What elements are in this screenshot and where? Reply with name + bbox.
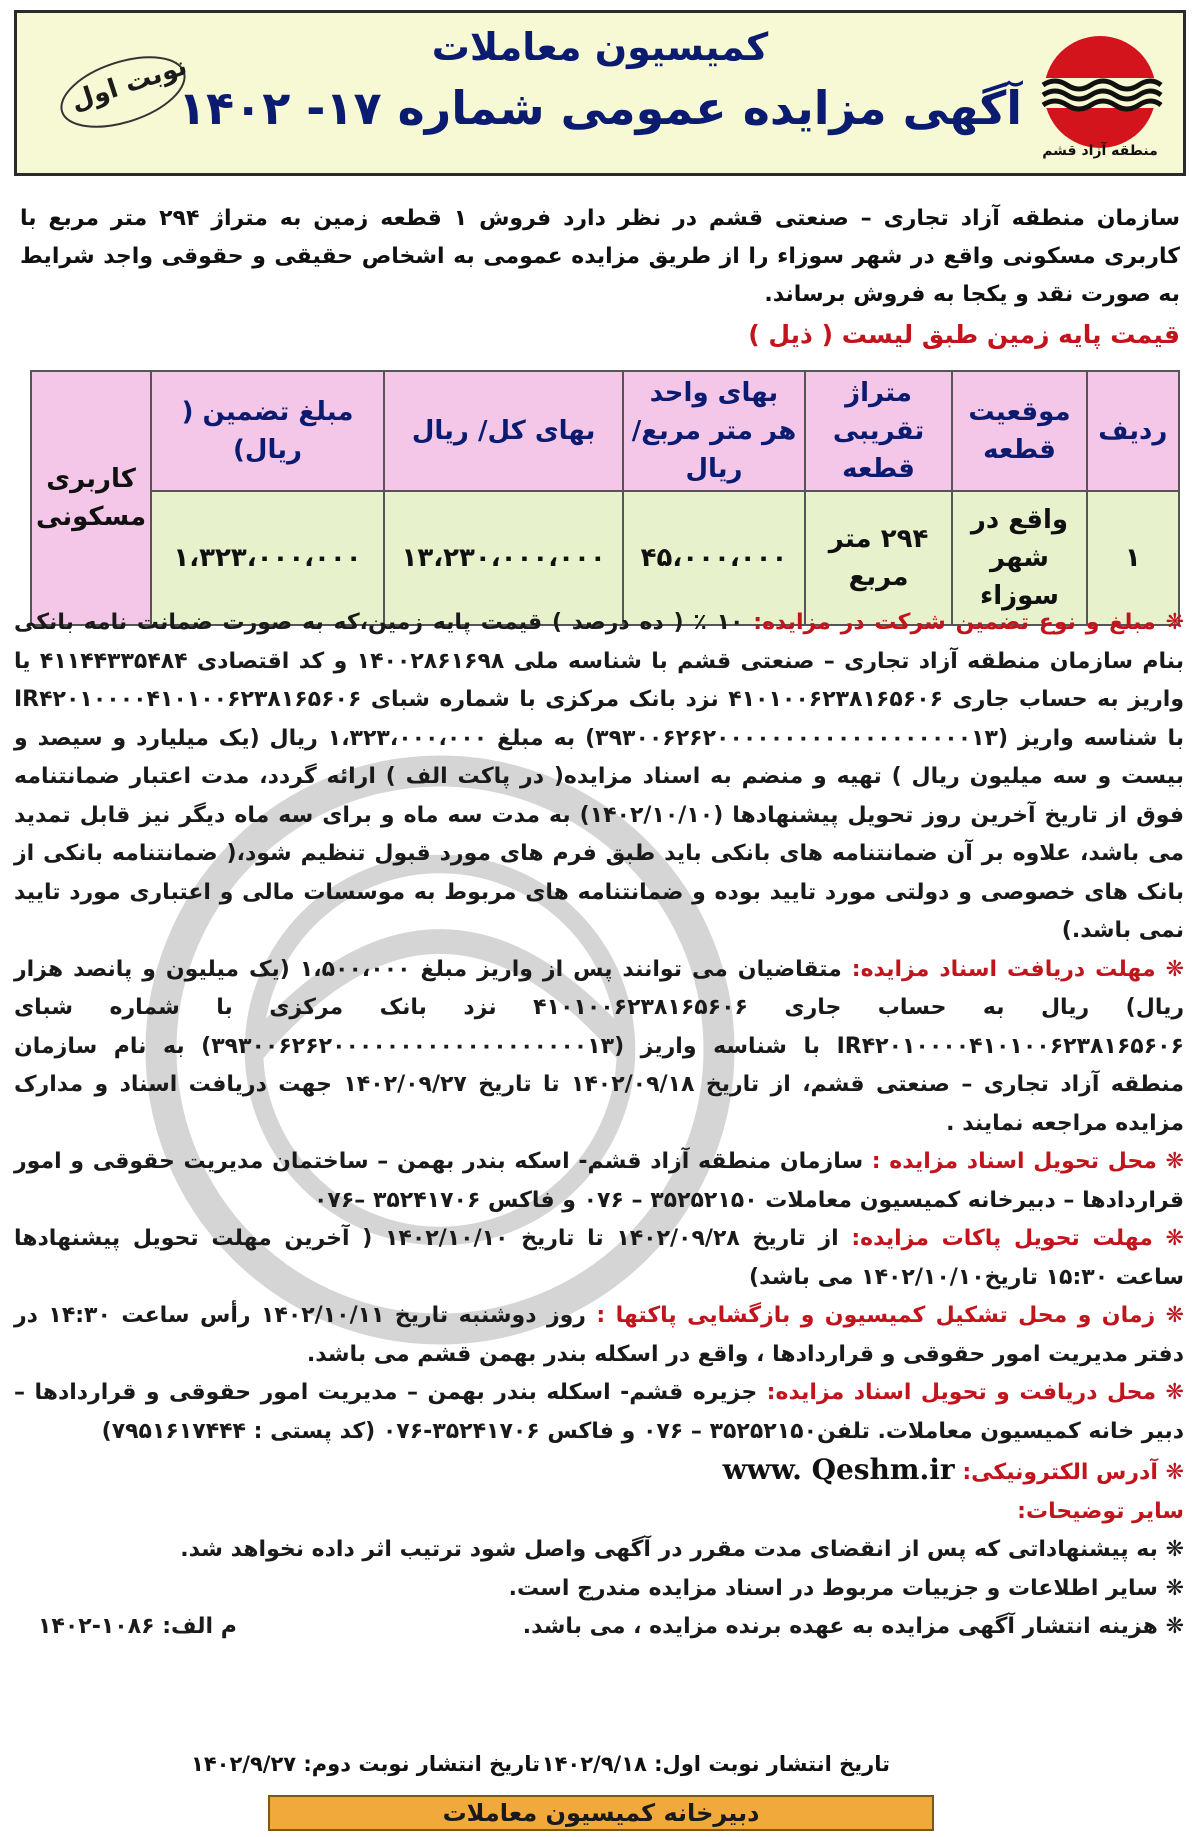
cell-location: واقع در شهر سوزاء	[952, 491, 1086, 625]
guarantee-paragraph	[14, 604, 1184, 951]
notes-label: سایر توضیحات:	[1017, 1498, 1184, 1524]
cell-row: ۱	[1087, 491, 1179, 625]
list-item	[14, 1531, 1184, 1570]
first-publication-stamp: نوبت اول	[67, 51, 191, 117]
col-unit-price: بهای واحد هر متر مربع/ ریال	[623, 371, 804, 491]
bullet-star-icon: ❋	[1165, 1303, 1184, 1328]
notice-header	[14, 10, 1186, 176]
website-label: آدرس الکترونیکی:	[962, 1460, 1158, 1485]
bullet-star-icon: ❋	[1165, 1614, 1184, 1639]
website-link[interactable]: www. Qeshm.ir	[722, 1453, 955, 1486]
cell-unit-price: ۴۵،۰۰۰،۰۰۰	[623, 491, 804, 625]
guarantee-text: ۱۰ ٪ ( ده درصد ) قیمت پایه زمین،که به صورت ضمانت نامه بانکی بنام سازمان منطقه آزاد تجاری – صنعتی قشم با شناسه ملی ۱۴۰۰۲۸۶۱۶۹۸ و کد اقتصادی ۴۱۱۴۴۳۳۵۴۸۴ یا واریز به حساب جاری ۴۱۰۱۰۰۶۲۳۸۱۶۵۶۰۶ نزد بانک مرکزی با شماره شبای IR۴۲۰۱۰۰۰۰۴۱۰۱۰۰۶۲۳۸۱۶۵۶۰۶ با شناسه واریز (۳۹۳۰۰۶۲۶۲۰۰۰۰۰۰۰۰۰۰۰۰۰۰۰۰۰۰۰۱۳) به مبلغ ۱،۳۲۳،۰۰۰،۰۰۰ ریال (یک میلیارد و سیصد و بیست و سه میلیون ریال ) تهیه و منضم به اسناد مزایده( در پاکت الف ) ارائه گردد، مدت اعتبار ضمانتنامه فوق از تاریخ آخرین روز تحویل پیشنهادها (۱۴۰۲/۱۰/۱۰) به مدت سه ماه و برای سه ماه دیگر نیز قابل تمدید می باشد، علاوه بر آن ضمانتنامه های بانکی باید طبق فرم های مورد قبول تنظیم شود،( ضمانتنامه بانکی از بانک های خصوصی و دولتی مورد تایید بوده و ضمانتنامه های مربوط به موسسات مالی و اعتباری مورد تایید نمی باشد.)	[14, 610, 1185, 943]
bullet-star-icon: ❋	[1165, 1226, 1184, 1251]
price-heading: قیمت پایه زمین طبق لیست ( ذیل )	[748, 320, 1180, 349]
col-row: ردیف	[1087, 371, 1179, 491]
header-title: کمیسیون معاملات	[431, 25, 769, 69]
col-guarantee: مبلغ تضمین ( ریال)	[151, 371, 384, 491]
intro-paragraph: سازمان منطقه آزاد تجاری – صنعتی قشم در نظر دارد فروش ۱ قطعه زمین به متراژ ۲۹۴ متر مربع با کاربری مسکونی واقع در شهر سوزاء را از طریق مزایده عمومی به اشخاص حقیقی و حقوقی واجد شرایط به صورت نقد و یکجا به فروش برساند.	[20, 206, 1180, 307]
bullet-star-icon: ❋	[1165, 1575, 1184, 1601]
delivery-place-text: سازمان منطقه آزاد قشم- اسکه بندر بهمن – ساختمان مدیریت حقوقی و امور قراردادها – دبیرخانه کمیسیون معاملات ۳۵۲۵۲۱۵۰ – ۰۷۶ و فاکس ۳۵۲۴۱۷۰۶ –۰۷۶	[14, 1149, 1184, 1213]
opening-text: روز دوشنبه تاریخ ۱۴۰۲/۱۰/۱۱ رأس ساعت ۱۴:۳۰ در دفتر مدیریت امور حقوقی و قراردادها ، واقع در اسکله بندر بهمن قشم می باشد.	[14, 1303, 1184, 1367]
table-header-row	[31, 371, 1179, 491]
footer-bar: دبیرخانه کمیسیون معاملات	[268, 1795, 934, 1831]
website-paragraph	[14, 1451, 1184, 1493]
col-location: موقعیت قطعه	[952, 371, 1086, 491]
bullet-star-icon: ❋	[1165, 1460, 1184, 1485]
conditions-section	[14, 604, 1184, 1647]
second-publication-date: تاریخ انتشار نوبت دوم: ۱۴۰۲/۹/۲۷	[191, 1752, 540, 1776]
bullet-star-icon: ❋	[1165, 1149, 1184, 1174]
note-text: هزینه انتشار آگهی مزایده به عهده برنده مزایده ، می باشد.	[522, 1614, 1158, 1639]
docs-deadline-label: مهلت دریافت اسناد مزایده:	[851, 956, 1156, 982]
note-text: سایر اطلاعات و جزییات مربوط در اسناد مزایده مندرج است.	[508, 1575, 1158, 1601]
publication-dates	[40, 1752, 1180, 1786]
cell-guarantee: ۱،۳۲۳،۰۰۰،۰۰۰	[151, 491, 384, 625]
cell-total-price: ۱۳،۲۳۰،۰۰۰،۰۰۰	[384, 491, 623, 625]
receive-place-text: جزیره قشم- اسکله بندر بهمن – مدیریت امور حقوقی و قراردادها – دبیر خانه کمیسیون معاملات. تلفن۳۵۲۵۲۱۵۰ – ۰۷۶ و فاکس ۳۵۲۴۱۷۰۶-۰۷۶ (کد پستی : ۷۹۵۱۶۱۷۴۴۴)	[14, 1380, 1184, 1444]
col-total-price: بهای کل/ ریال	[384, 371, 623, 491]
bullet-star-icon: ❋	[1165, 956, 1185, 982]
bullet-star-icon: ❋	[1165, 1380, 1184, 1405]
cell-area: ۲۹۴ متر مربع	[805, 491, 953, 625]
delivery-place-paragraph	[14, 1143, 1184, 1220]
price-table	[30, 370, 1180, 626]
delivery-place-label: محل تحویل اسناد مزایده :	[871, 1149, 1157, 1174]
packets-deadline-text: از تاریخ ۱۴۰۲/۰۹/۲۸ تا تاریخ ۱۴۰۲/۱۰/۱۰ ( آخرین مهلت تحویل پیشنهادها ساعت ۱۵:۳۰ تاریخ۱۴۰۲/۱۰/۱۰ می باشد)	[14, 1226, 1184, 1290]
guarantee-label: مبلغ و نوع تضمین شرکت در مزایده:	[753, 610, 1156, 635]
notice-reference: م الف: ۱۰۸۶-۱۴۰۲	[38, 1614, 237, 1639]
receive-place-label: محل دریافت و تحویل اسناد مزایده:	[766, 1380, 1157, 1405]
bullet-star-icon: ❋	[1165, 1537, 1184, 1562]
usage-cell: کاربری مسکونی	[31, 371, 151, 625]
docs-deadline-paragraph	[14, 951, 1184, 1144]
opening-paragraph	[14, 1297, 1184, 1374]
note-text: به پیشنهاداتی که پس از انقضای مدت مقرر در آگهی واصل شود ترتیب اثر داده نخواهد شد.	[180, 1537, 1158, 1562]
packets-deadline-paragraph	[14, 1220, 1184, 1297]
col-area: متراژ تقریبی قطعه	[805, 371, 953, 491]
intro-section	[20, 200, 1180, 354]
list-item	[14, 1570, 1184, 1609]
notes-list	[14, 1531, 1184, 1647]
first-publication-date: تاریخ انتشار نوبت اول: ۱۴۰۲/۹/۱۸	[541, 1752, 890, 1776]
opening-label: زمان و محل تشکیل کمیسیون و بازگشایی پاکتها :	[596, 1303, 1156, 1328]
header-subtitle: آگهی مزایده عمومی شماره ۱۷- ۱۴۰۲	[177, 81, 1023, 135]
receive-place-paragraph	[14, 1374, 1184, 1451]
packets-deadline-label: مهلت تحویل پاکات مزایده:	[851, 1226, 1153, 1251]
docs-deadline-text: متقاضیان می توانند پس از واریز مبلغ ۱،۵۰۰،۰۰۰ (یک میلیون و پانصد هزار ریال) ریال به حساب جاری ۴۱۰۱۰۰۶۲۳۸۱۶۵۶۰۶ نزد بانک مرکزی با شماره شبای IR۴۲۰۱۰۰۰۰۴۱۰۱۰۰۶۲۳۸۱۶۵۶۰۶ با شناسه واریز (۳۹۳۰۰۶۲۶۲۰۰۰۰۰۰۰۰۰۰۰۰۰۰۰۰۰۰۰۱۳) به نام سازمان منطقه آزاد تجاری – صنعتی قشم، از تاریخ ۱۴۰۲/۰۹/۱۸ تا تاریخ ۱۴۰۲/۰۹/۲۷ جهت دریافت اسناد و مدارک مزایده مراجعه نمایند .	[14, 956, 1185, 1136]
list-item	[14, 1608, 1184, 1647]
bullet-star-icon: ❋	[1165, 610, 1184, 635]
logo-caption: منطقه آزاد قشم	[1042, 143, 1158, 159]
